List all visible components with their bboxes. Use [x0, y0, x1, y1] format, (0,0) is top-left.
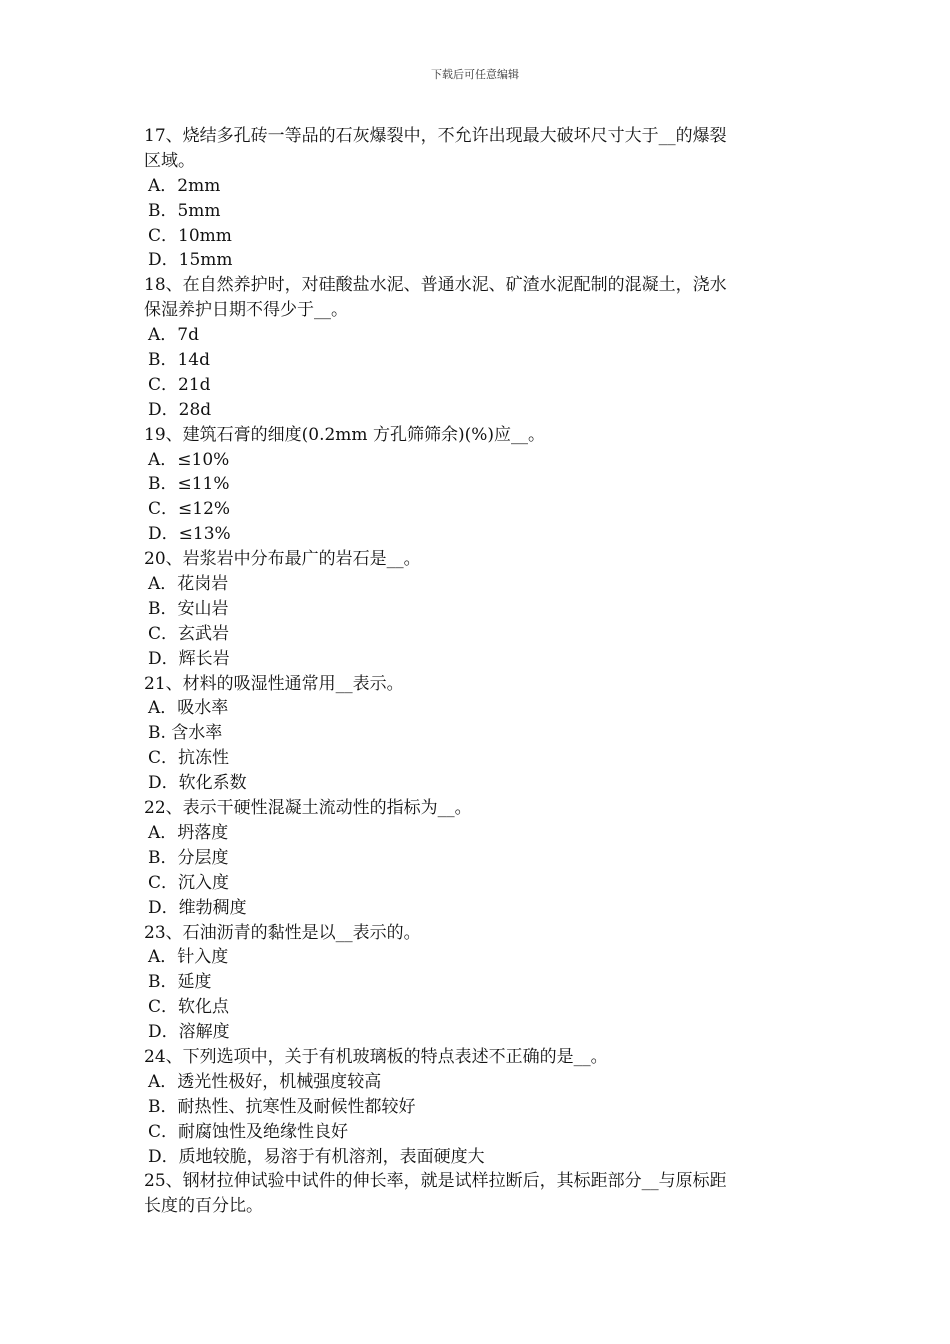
option-b: B. 含水率	[148, 723, 223, 744]
option-c: C．抗冻性	[148, 748, 230, 769]
question-18	[144, 273, 812, 422]
question-24	[144, 1045, 812, 1169]
option-c: C．玄武岩	[148, 623, 230, 644]
option-c: C．软化点	[148, 997, 230, 1018]
question-stem: 21、材料的吸湿性通常用__表示。	[144, 673, 404, 694]
question-stem: 24、下列选项中，关于有机玻璃板的特点表述不正确的是__。	[144, 1046, 608, 1067]
question-23	[144, 921, 812, 1045]
option-b: B．≤11%	[148, 474, 230, 495]
question-19	[144, 423, 812, 547]
option-c: C．≤12%	[148, 499, 231, 520]
option-d: D．≤13%	[148, 524, 231, 545]
option-b: B．延度	[148, 972, 212, 993]
option-a: A．花岗岩	[148, 574, 229, 595]
question-20	[144, 547, 812, 671]
question-stem: 19、建筑石膏的细度(0.2mm 方孔筛筛余)(%)应__。	[144, 424, 545, 445]
header-note: 下载后可任意编辑	[431, 68, 519, 81]
question-22	[144, 796, 812, 920]
option-a: A．透光性极好，机械强度较高	[148, 1071, 382, 1092]
option-a: A．2mm	[148, 175, 221, 196]
option-b: B．分层度	[148, 847, 229, 868]
question-17	[144, 124, 812, 273]
question-stem: 20、岩浆岩中分布最广的岩石是__。	[144, 549, 421, 570]
option-d: D．辉长岩	[148, 648, 230, 669]
question-stem: 17、烧结多孔砖一等品的石灰爆裂中，不允许出现最大破坏尺寸大于__的爆裂	[144, 126, 727, 146]
option-b: B．5mm	[148, 200, 221, 221]
option-c: C．沉入度	[148, 872, 230, 893]
option-a: A．吸水率	[148, 698, 229, 719]
question-stem: 23、石油沥青的黏性是以__表示的。	[144, 922, 421, 943]
question-stem: 区域。	[144, 150, 195, 171]
option-d: D．15mm	[148, 250, 233, 271]
option-c: C．10mm	[148, 225, 232, 246]
option-a: A．坍落度	[148, 822, 229, 843]
question-list	[144, 124, 812, 1219]
question-stem: 22、表示干硬性混凝土流动性的指标为__。	[144, 798, 472, 819]
option-d: D．28d	[148, 399, 212, 420]
option-d: D．软化系数	[148, 773, 247, 794]
option-a: A．7d	[148, 325, 199, 346]
option-b: B．14d	[148, 350, 211, 371]
option-b: B．耐热性、抗寒性及耐候性都较好	[148, 1096, 416, 1117]
option-b: B．安山岩	[148, 598, 229, 619]
option-d: D．溶解度	[148, 1022, 230, 1043]
option-c: C．耐腐蚀性及绝缘性良好	[148, 1121, 349, 1142]
question-stem: 18、在自然养护时，对硅酸盐水泥、普通水泥、矿渣水泥配制的混凝土，浇水	[144, 275, 727, 296]
option-d: D．维勃稠度	[148, 897, 247, 918]
option-a: A．针入度	[148, 947, 229, 968]
question-stem: 25、钢材拉伸试验中试件的伸长率，就是试样拉断后，其标距部分__与原标距	[144, 1171, 727, 1192]
question-21	[144, 672, 812, 796]
option-c: C．21d	[148, 374, 211, 395]
question-25	[144, 1169, 812, 1219]
option-d: D．质地较脆，易溶于有机溶剂，表面硬度大	[148, 1146, 485, 1167]
question-stem: 长度的百分比。	[144, 1196, 263, 1217]
question-stem: 保湿养护日期不得少于__。	[144, 300, 348, 321]
option-a: A．≤10%	[148, 449, 230, 470]
